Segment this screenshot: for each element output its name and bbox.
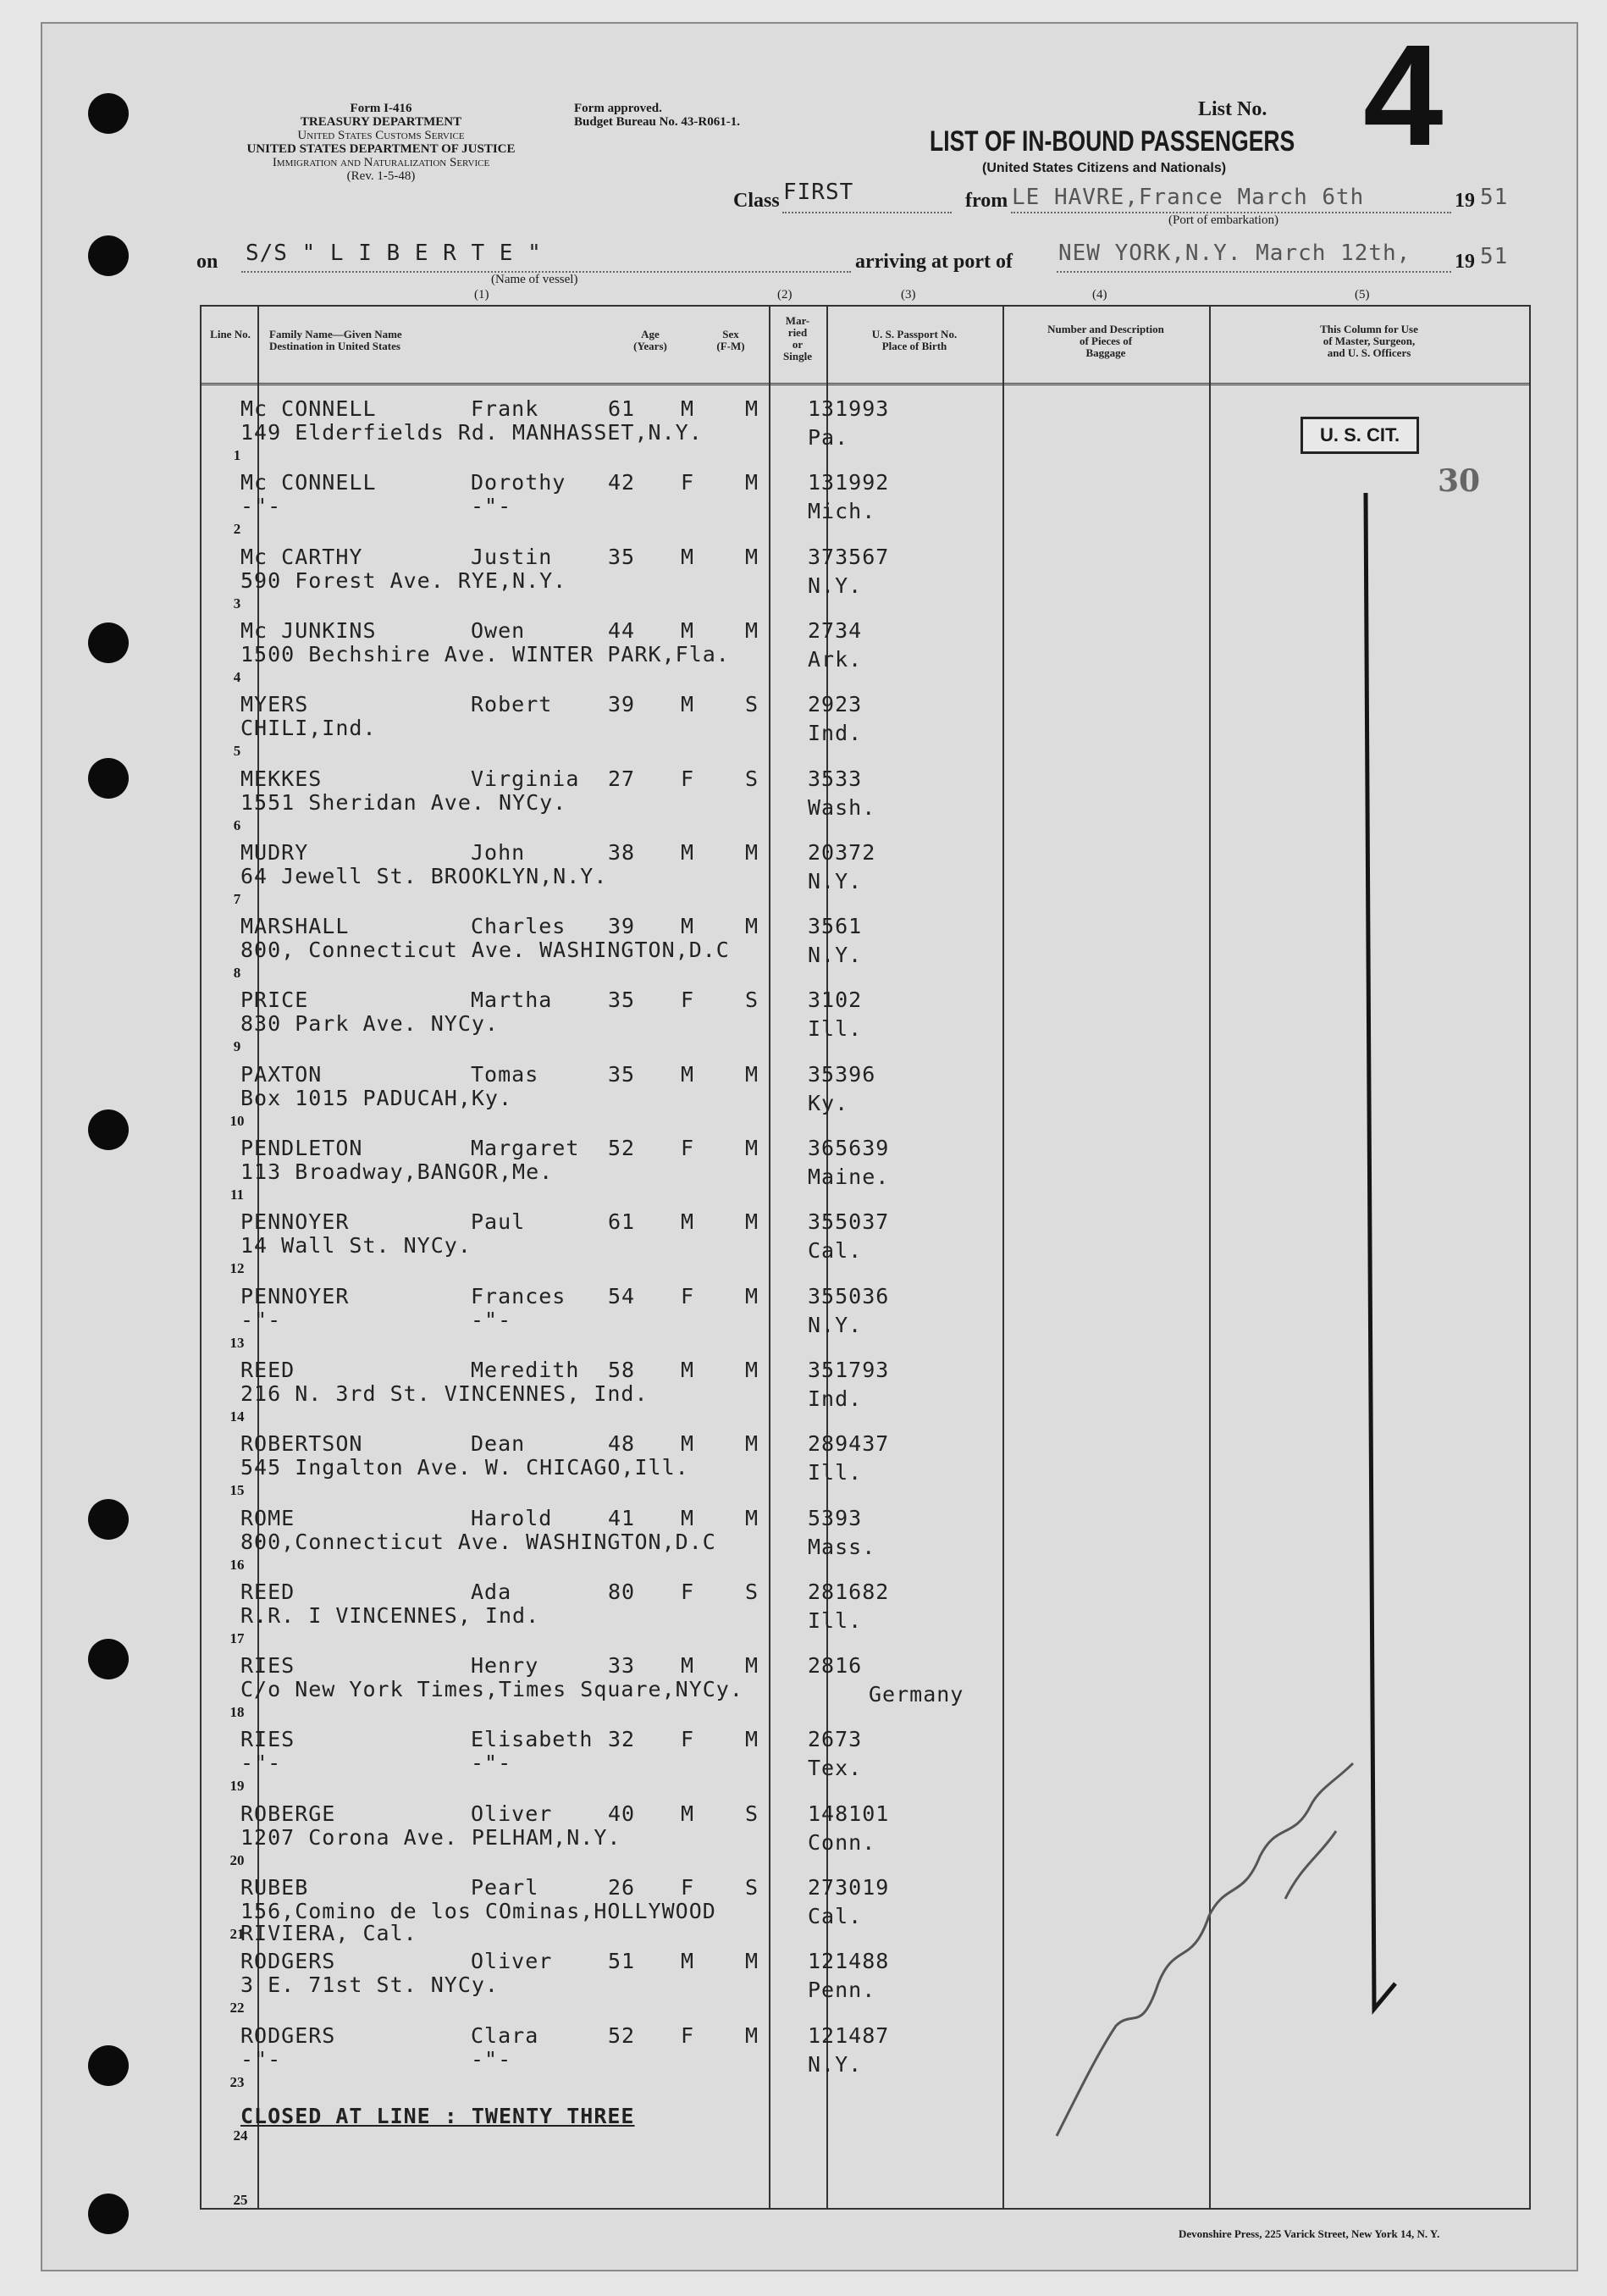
passenger-family-name: RIES [240,1727,295,1752]
passenger-given-name: Margaret [471,1136,580,1160]
passenger-destination-ditto: -"- [471,1307,512,1332]
line-number: 22 [229,2000,245,2017]
passenger-birthplace: Ill. [808,1607,863,1633]
passenger-marital-status: M [745,1431,759,1457]
passenger-given-name: Pearl [471,1875,539,1900]
line-number: 6 [233,816,241,833]
passenger-destination: 156,Comino de los COminas,HOLLYWOOD [240,1899,716,1923]
passenger-destination: 1500 Bechshire Ave. WINTER PARK,Fla. [240,641,730,667]
passenger-destination: 590 Forest Ave. RYE,N.Y. [240,567,567,593]
passenger-family-name: PAXTON [240,1061,323,1087]
passenger-birthplace: Ill. [808,1016,863,1042]
passenger-age: 40 [608,1801,636,1826]
passenger-passport-no: 355036 [808,1283,890,1308]
passenger-given-name: Henry [471,1653,539,1679]
passenger-family-name: MARSHALL [240,914,350,939]
passenger-family-name: PRICE [240,988,309,1013]
passenger-age: 54 [608,1283,636,1308]
class-label: Class [733,190,780,212]
passenger-birthplace: N.Y. [808,943,863,968]
passenger-passport-no: 2673 [808,1727,863,1752]
col-number-1: (1) [474,288,489,302]
passenger-birthplace: Ark. [808,646,863,672]
passenger-given-name: Meredith [471,1357,580,1382]
passenger-family-name: ROME [240,1505,295,1530]
passenger-passport-no: 281682 [808,1579,890,1604]
line-number-25: 25 [233,2192,248,2208]
hdr-name: Family Name—Given Name Destination in United States [269,328,402,352]
passenger-family-name: RODGERS [240,1949,336,1974]
table-row [202,909,1201,982]
passenger-family-name: MYERS [240,692,309,717]
passenger-destination: 830 Park Ave. NYCy. [240,1011,499,1037]
passenger-sex: F [681,470,695,495]
from-label: from [965,190,1008,212]
handwritten-signature [1031,1729,1387,2153]
line-number: 11 [229,1187,245,1203]
line-number: 2 [233,521,241,538]
passenger-birthplace: N.Y. [808,1312,863,1337]
passenger-family-name: ROBERTSON [240,1431,363,1457]
passenger-birthplace: Pa. [808,425,849,450]
binder-hole [88,2045,129,2086]
passenger-marital-status: S [745,766,759,791]
on-label: on [196,251,218,273]
passenger-sex: M [681,839,695,865]
passenger-birthplace: N.Y. [808,2051,863,2077]
passenger-table [200,305,1531,2210]
passenger-passport-no: 131992 [808,470,890,495]
line-number: 8 [233,965,241,982]
passenger-given-name: Martha [471,988,553,1013]
passenger-destination: 3 E. 71st St. NYCy. [240,1972,499,1998]
table-row [202,761,1201,835]
line-number: 20 [229,1851,245,1868]
passenger-marital-status: M [745,839,759,865]
passenger-marital-status: S [745,988,759,1013]
table-row [202,835,1201,909]
passenger-birthplace: Cal. [808,1238,863,1264]
passenger-sex: F [681,766,695,791]
passenger-sex: M [681,1801,695,1826]
passenger-destination: 113 Broadway,BANGOR,Me. [240,1159,554,1184]
passenger-sex: M [681,1061,695,1087]
table-row [202,391,1201,465]
passenger-destination: CHILI,Ind. [240,716,377,741]
form-subtitle: (United States Citizens and Nationals) [982,161,1227,175]
hdr-baggage: Number and Description of Pieces of Baggage [1047,323,1164,359]
passenger-sex: M [681,1209,695,1235]
passenger-given-name: Owen [471,617,526,643]
table-row [202,1131,1201,1204]
passenger-passport-no: 2923 [808,692,863,717]
passenger-family-name: ROBERGE [240,1801,336,1826]
arriving-label: arriving at port of [855,251,1013,273]
treasury-dept: TREASURY DEPARTMENT [300,115,462,129]
passenger-marital-status: M [745,396,759,421]
passenger-destination: C/o New York Times,Times Square,NYCy. [240,1677,743,1702]
passenger-age: 27 [608,766,636,791]
line-number: 21 [229,1926,245,1942]
table-row [202,1426,1201,1500]
line-number: 13 [229,1334,245,1351]
year2-value: 51 [1480,244,1509,269]
passenger-passport-no: 365639 [808,1136,890,1160]
passenger-destination: 1551 Sheridan Ave. NYCy. [240,789,567,815]
line-number-24: 24 [233,2127,248,2144]
passenger-destination: -"- [240,2046,282,2072]
passenger-passport-no: 373567 [808,544,890,569]
stamp-mark: 30 [1438,463,1481,499]
passenger-family-name: RUBEB [240,1875,309,1900]
table-row [202,982,1201,1056]
binder-hole [88,2194,129,2234]
passenger-passport-no: 351793 [808,1357,890,1382]
passenger-birthplace: N.Y. [808,573,863,598]
form-approved-text: Form approved. [574,102,662,115]
passenger-age: 61 [608,396,636,421]
passenger-sex: M [681,544,695,569]
binder-hole [88,235,129,276]
binder-hole [88,622,129,663]
passenger-destination: 800,Connecticut Ave. WASHINGTON,D.C [240,1529,716,1554]
passenger-given-name: Justin [471,544,553,569]
passenger-given-name: Clara [471,2022,539,2048]
from-value: LE HAVRE,France March 6th [1012,185,1365,210]
passenger-family-name: RIES [240,1653,295,1679]
passenger-marital-status: M [745,544,759,569]
passenger-sex: F [681,988,695,1013]
header-rule [202,383,1529,385]
passenger-birthplace: Tex. [808,1756,863,1781]
passenger-given-name: Robert [471,692,553,717]
passenger-marital-status: M [745,1727,759,1752]
col-number-3: (3) [901,288,916,302]
passenger-destination-line2: RIVIERA, Cal. [240,1921,417,1945]
passenger-sex: F [681,2022,695,2048]
line-number: 5 [233,743,241,760]
table-row [202,687,1201,761]
passenger-age: 33 [608,1653,636,1679]
binder-hole [88,1499,129,1540]
passenger-destination: 64 Jewell St. BROOKLYN,N.Y. [240,863,608,888]
passenger-sex: M [681,396,695,421]
passenger-sex: F [681,1579,695,1604]
passenger-age: 44 [608,617,636,643]
passenger-birthplace: Ky. [808,1090,849,1115]
passenger-passport-no: 3102 [808,988,863,1013]
passenger-family-name: PENNOYER [240,1283,350,1308]
arrival-field-line [1057,271,1451,273]
passenger-birthplace: Maine. [808,1165,890,1189]
passenger-passport-no: 2816 [808,1653,863,1679]
passenger-destination: 1207 Corona Ave. PELHAM,N.Y. [240,1824,621,1850]
passenger-marital-status: M [745,1136,759,1160]
passenger-marital-status: S [745,1801,759,1826]
passenger-destination: -"- [240,1307,282,1332]
passenger-passport-no: 289437 [808,1431,890,1457]
hdr-passport: U. S. Passport No. Place of Birth [871,328,958,352]
passenger-birthplace: Ind. [808,1386,863,1411]
passenger-sex: F [681,1136,695,1160]
hdr-sex: Sex (F-M) [716,328,745,352]
passenger-marital-status: M [745,1283,759,1308]
passenger-destination: 149 Elderfields Rd. MANHASSET,N.Y. [240,420,703,445]
passenger-birthplace: Penn. [808,1978,876,2003]
passenger-marital-status: M [745,1505,759,1530]
us-citizen-stamp: U. S. CIT. [1301,417,1419,454]
passenger-passport-no: 355037 [808,1209,890,1235]
passenger-passport-no: 121488 [808,1949,890,1974]
line-number: 15 [229,1482,245,1499]
table-row [202,465,1201,539]
passenger-destination: -"- [240,1751,282,1776]
revision: (Rev. 1-5-48) [346,169,416,183]
col-number-4: (4) [1092,288,1107,302]
passenger-birthplace: Ill. [808,1460,863,1485]
passenger-marital-status: M [745,1357,759,1382]
passenger-age: 80 [608,1579,636,1604]
passenger-given-name: Virginia [471,766,580,791]
port-embark-caption: (Port of embarkation) [1168,213,1278,227]
passenger-marital-status: M [745,1209,759,1235]
passenger-given-name: Frances [471,1283,566,1308]
customs-service: United States Customs Service [297,129,465,142]
list-label: List No. [1198,98,1267,120]
list-number: 4 [1363,15,1444,176]
line-number: 1 [233,447,241,463]
passenger-age: 41 [608,1505,636,1530]
passenger-age: 26 [608,1875,636,1900]
passenger-marital-status: M [745,1061,759,1087]
passenger-destination-ditto: -"- [471,494,512,519]
passenger-family-name: Mc JUNKINS [240,617,377,643]
passenger-destination: R.R. I VINCENNES, Ind. [240,1602,540,1628]
passenger-age: 52 [608,2022,636,2048]
passenger-marital-status: M [745,1949,759,1974]
table-row [202,1648,1201,1722]
passenger-birthplace: Germany [869,1682,964,1707]
passenger-given-name: Elisabeth [471,1727,594,1752]
form-title: LIST OF IN-BOUND PASSENGERS [930,125,1295,158]
table-row [202,1279,1201,1353]
passenger-passport-no: 35396 [808,1061,876,1087]
passenger-given-name: Charles [471,914,566,939]
passenger-sex: F [681,1875,695,1900]
passenger-given-name: Paul [471,1209,526,1235]
table-row [202,539,1201,613]
line-number: 19 [229,1778,245,1795]
binder-hole [88,1639,129,1679]
year1-value: 51 [1480,185,1509,210]
passenger-destination: 545 Ingalton Ave. W. CHICAGO,Ill. [240,1455,689,1480]
passenger-sex: M [681,1431,695,1457]
hdr-officers: This Column for Use of Master, Surgeon, and U. S. Officers [1320,323,1418,359]
passenger-destination: -"- [240,494,282,519]
passenger-passport-no: 131993 [808,396,890,421]
passenger-destination-ditto: -"- [471,1751,512,1776]
passenger-given-name: Oliver [471,1949,553,1974]
passenger-passport-no: 121487 [808,2022,890,2048]
passenger-age: 35 [608,544,636,569]
passenger-given-name: Harold [471,1505,553,1530]
form-header-left [186,102,576,183]
col-number-2: (2) [777,288,792,302]
passenger-birthplace: Conn. [808,1829,876,1855]
passenger-marital-status: S [745,1875,759,1900]
passenger-marital-status: S [745,1579,759,1604]
passenger-passport-no: 5393 [808,1505,863,1530]
year1-prefix: 19 [1455,190,1475,212]
line-number: 16 [229,1556,245,1573]
col-number-5: (5) [1355,288,1370,302]
passenger-sex: M [681,914,695,939]
passenger-family-name: REED [240,1579,295,1604]
line-number: 3 [233,595,241,611]
hdr-line-no: Line No. [210,328,251,340]
passenger-age: 61 [608,1209,636,1235]
passenger-marital-status: M [745,1653,759,1679]
table-row [202,1501,1201,1574]
passenger-given-name: John [471,839,526,865]
passenger-passport-no: 273019 [808,1875,890,1900]
passenger-marital-status: M [745,617,759,643]
passenger-marital-status: M [745,470,759,495]
passenger-family-name: Mc CONNELL [240,470,377,495]
printer-credit: Devonshire Press, 225 Varick Street, New York 14, N. Y. [1179,2227,1440,2240]
table-row [202,1353,1201,1426]
passenger-sex: F [681,1283,695,1308]
passenger-birthplace: Mich. [808,499,876,524]
passenger-age: 32 [608,1727,636,1752]
class-field-line [782,212,952,213]
passenger-family-name: RODGERS [240,2022,336,2048]
passenger-given-name: Frank [471,396,539,421]
table-row [202,1574,1201,1648]
line-number: 17 [229,1629,245,1646]
hdr-married: Mar- ried or Single [783,314,812,362]
form-approval [574,102,740,129]
ins-service: Immigration and Naturalization Service [272,156,490,169]
passenger-destination: 14 Wall St. NYCy. [240,1233,472,1259]
passenger-marital-status: S [745,692,759,717]
line-number: 9 [233,1038,241,1055]
line-number: 18 [229,1704,245,1721]
passenger-destination: 216 N. 3rd St. VINCENNES, Ind. [240,1380,649,1406]
passenger-destination: 800, Connecticut Ave. WASHINGTON,D.C [240,938,730,963]
passenger-passport-no: 20372 [808,839,876,865]
line-number: 12 [229,1260,245,1277]
passenger-age: 35 [608,1061,636,1087]
line-number: 4 [233,668,241,685]
passenger-destination-ditto: -"- [471,2046,512,2072]
passenger-marital-status: M [745,914,759,939]
table-row [202,613,1201,687]
passenger-family-name: PENDLETON [240,1136,363,1160]
binder-hole [88,1109,129,1150]
form-number: Form I-416 [350,102,412,115]
budget-bureau-text: Budget Bureau No. 43-R061-1. [574,115,740,129]
passenger-sex: M [681,1505,695,1530]
passenger-destination: Box 1015 PADUCAH,Ky. [240,1085,513,1110]
passenger-birthplace: Cal. [808,1904,863,1928]
passenger-birthplace: Wash. [808,794,876,820]
hdr-age: Age (Years) [633,328,667,352]
binder-hole [88,93,129,134]
table-row [202,1204,1201,1278]
vessel-caption: (Name of vessel) [491,273,578,286]
passenger-age: 52 [608,1136,636,1160]
line-number: 7 [233,890,241,907]
passenger-age: 51 [608,1949,636,1974]
passenger-given-name: Dean [471,1431,526,1457]
passenger-given-name: Tomas [471,1061,539,1087]
passenger-sex: M [681,692,695,717]
passenger-family-name: Mc CARTHY [240,544,363,569]
line-number: 23 [229,2073,245,2090]
passenger-age: 38 [608,839,636,865]
passenger-age: 48 [608,1431,636,1457]
passenger-family-name: REED [240,1357,295,1382]
passenger-birthplace: N.Y. [808,868,863,894]
passenger-birthplace: Ind. [808,721,863,746]
passenger-family-name: Mc CONNELL [240,396,377,421]
passenger-sex: M [681,1357,695,1382]
passenger-passport-no: 148101 [808,1801,890,1826]
passenger-family-name: MEKKES [240,766,323,791]
table-row [202,1057,1201,1131]
year2-prefix: 19 [1455,251,1475,273]
arrival-value: NEW YORK,N.Y. March 12th, [1058,241,1411,266]
passenger-given-name: Dorothy [471,470,566,495]
passenger-passport-no: 2734 [808,617,863,643]
passenger-age: 39 [608,914,636,939]
binder-hole [88,758,129,799]
passenger-age: 39 [608,692,636,717]
passenger-sex: M [681,1949,695,1974]
vessel-name: S/S " L I B E R T E " [246,241,542,266]
line-number: 10 [229,1112,245,1129]
passenger-family-name: PENNOYER [240,1209,350,1235]
class-value: FIRST [783,180,854,205]
passenger-birthplace: Mass. [808,1534,876,1559]
passenger-marital-status: M [745,2022,759,2048]
line-number: 14 [229,1408,245,1425]
passenger-age: 42 [608,470,636,495]
closing-statement: CLOSED AT LINE : TWENTY THREE [240,2104,635,2128]
passenger-passport-no: 3533 [808,766,863,791]
justice-dept: UNITED STATES DEPARTMENT OF JUSTICE [246,142,516,156]
passenger-age: 35 [608,988,636,1013]
passenger-age: 58 [608,1357,636,1382]
passenger-given-name: Ada [471,1579,512,1604]
passenger-sex: M [681,1653,695,1679]
passenger-sex: F [681,1727,695,1752]
passenger-given-name: Oliver [471,1801,553,1826]
passenger-sex: M [681,617,695,643]
passenger-family-name: MUDRY [240,839,309,865]
passenger-passport-no: 3561 [808,914,863,939]
